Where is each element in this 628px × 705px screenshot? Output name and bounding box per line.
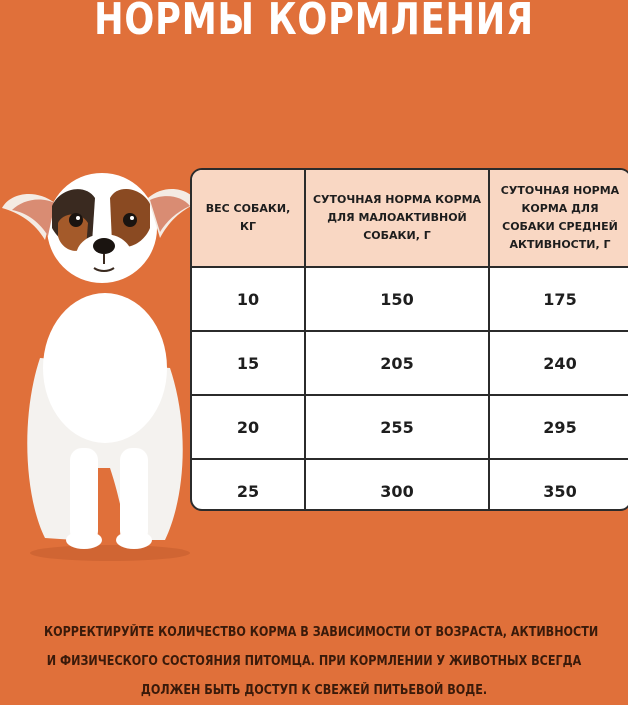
cell-low-activity: 205 <box>305 331 489 395</box>
table-row <box>192 459 628 511</box>
feeding-note-line: И ФИЗИЧЕСКОГО СОСТОЯНИЯ ПИТОМЦА. ПРИ КОРМЛЕНИИ У ЖИВОТНЫХ ВСЕГДА <box>46 654 582 669</box>
cell-low-activity: 255 <box>305 395 489 459</box>
table-row <box>192 395 628 459</box>
header-medium-activity: СУТОЧНАЯ НОРМА КОРМА ДЛЯ СОБАКИ СРЕДНЕЙ АКТИВНОСТИ, Г <box>489 170 628 267</box>
feeding-table <box>190 168 628 511</box>
cell-weight: 20 <box>192 395 305 459</box>
cell-medium-activity: 350 <box>489 459 628 511</box>
cell-medium-activity: 240 <box>489 331 628 395</box>
cell-medium-activity: 175 <box>489 267 628 331</box>
cell-low-activity: 300 <box>305 459 489 511</box>
cell-weight: 25 <box>192 459 305 511</box>
table-row <box>192 331 628 395</box>
header-low-activity: СУТОЧНАЯ НОРМА КОРМА ДЛЯ МАЛОАКТИВНОЙ СОБАКИ, Г <box>305 170 489 267</box>
feeding-note-line: КОРРЕКТИРУЙТЕ КОЛИЧЕСТВО КОРМА В ЗАВИСИМОСТИ ОТ ВОЗРАСТА, АКТИВНОСТИ <box>43 625 599 640</box>
feeding-note <box>0 618 628 705</box>
cell-weight: 15 <box>192 331 305 395</box>
cell-weight: 10 <box>192 267 305 331</box>
header-weight: ВЕС СОБАКИ, КГ <box>192 170 305 267</box>
dog-icon <box>0 168 200 568</box>
table-header-row <box>192 170 628 267</box>
feeding-note-line: ДОЛЖЕН БЫТЬ ДОСТУП К СВЕЖЕЙ ПИТЬЕВОЙ ВОДЕ. <box>140 683 488 698</box>
table-row <box>192 267 628 331</box>
page-title: НОРМЫ КОРМЛЕНИЯ <box>94 0 534 45</box>
cell-low-activity: 150 <box>305 267 489 331</box>
cell-medium-activity: 295 <box>489 395 628 459</box>
